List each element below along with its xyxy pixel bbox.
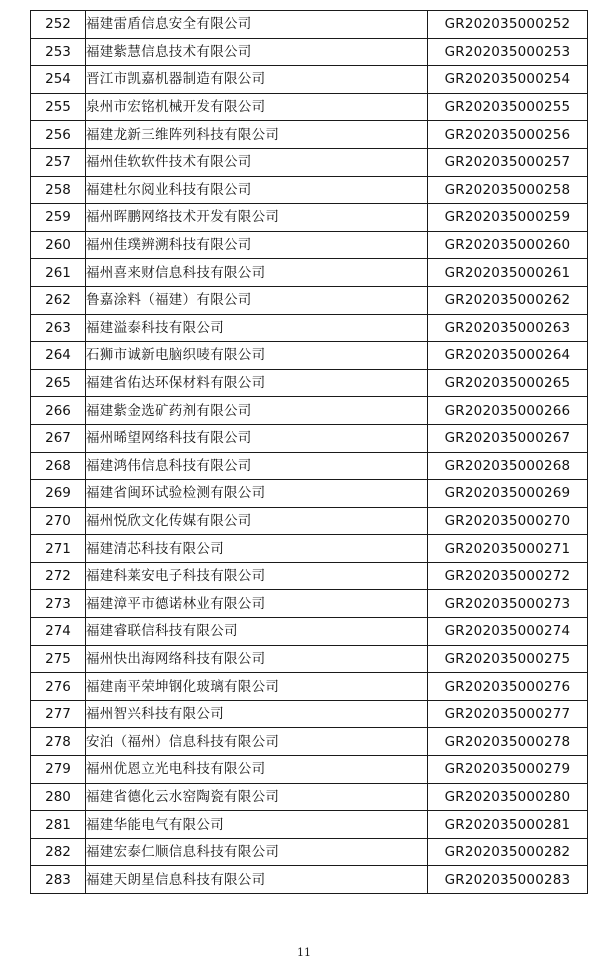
table-row [31, 11, 588, 39]
company-name-cell: 鲁嘉涂料（福建）有限公司 [86, 286, 428, 314]
company-name-cell: 福建科莱安电子科技有限公司 [86, 562, 428, 590]
certificate-number-cell: GR202035000277 [428, 700, 588, 728]
row-number-cell: 258 [31, 176, 86, 204]
row-number-cell: 259 [31, 204, 86, 232]
row-number-cell: 280 [31, 783, 86, 811]
company-name-cell: 福州佳璞辨溯科技有限公司 [86, 231, 428, 259]
certificate-number-cell: GR202035000260 [428, 231, 588, 259]
certificate-number-cell: GR202035000259 [428, 204, 588, 232]
certificate-number-cell: GR202035000270 [428, 507, 588, 535]
company-name-cell: 福建杜尔阅业科技有限公司 [86, 176, 428, 204]
company-name-cell: 福建紫金选矿药剂有限公司 [86, 397, 428, 425]
table-row [31, 700, 588, 728]
certificate-number-cell: GR202035000257 [428, 148, 588, 176]
table-row [31, 204, 588, 232]
certificate-number-cell: GR202035000280 [428, 783, 588, 811]
certificate-number-cell: GR202035000253 [428, 38, 588, 66]
table-row [31, 645, 588, 673]
document-page [30, 10, 587, 894]
certificate-number-cell: GR202035000273 [428, 590, 588, 618]
row-number-cell: 265 [31, 369, 86, 397]
company-name-cell: 福建鸿伟信息科技有限公司 [86, 452, 428, 480]
row-number-cell: 268 [31, 452, 86, 480]
table-row [31, 259, 588, 287]
company-name-cell: 福建天朗星信息科技有限公司 [86, 866, 428, 894]
company-name-cell: 安泊（福州）信息科技有限公司 [86, 728, 428, 756]
company-name-cell: 福州智兴科技有限公司 [86, 700, 428, 728]
row-number-cell: 276 [31, 673, 86, 701]
certificate-number-cell: GR202035000262 [428, 286, 588, 314]
company-name-cell: 福州晖鹏网络技术开发有限公司 [86, 204, 428, 232]
company-name-cell: 福建睿联信科技有限公司 [86, 618, 428, 646]
certificate-number-cell: GR202035000263 [428, 314, 588, 342]
certificate-number-cell: GR202035000268 [428, 452, 588, 480]
row-number-cell: 267 [31, 424, 86, 452]
company-name-cell: 晋江市凯嘉机器制造有限公司 [86, 66, 428, 94]
row-number-cell: 275 [31, 645, 86, 673]
row-number-cell: 256 [31, 121, 86, 149]
row-number-cell: 255 [31, 93, 86, 121]
registry-table-body [31, 11, 588, 894]
table-row [31, 728, 588, 756]
row-number-cell: 278 [31, 728, 86, 756]
certificate-number-cell: GR202035000274 [428, 618, 588, 646]
row-number-cell: 277 [31, 700, 86, 728]
certificate-number-cell: GR202035000283 [428, 866, 588, 894]
row-number-cell: 283 [31, 866, 86, 894]
table-row [31, 673, 588, 701]
table-row [31, 369, 588, 397]
row-number-cell: 257 [31, 148, 86, 176]
company-name-cell: 泉州市宏铭机械开发有限公司 [86, 93, 428, 121]
row-number-cell: 273 [31, 590, 86, 618]
table-row [31, 424, 588, 452]
certificate-number-cell: GR202035000279 [428, 756, 588, 784]
table-row [31, 452, 588, 480]
row-number-cell: 262 [31, 286, 86, 314]
company-name-cell: 福建紫慧信息技术有限公司 [86, 38, 428, 66]
company-name-cell: 福建省佑达环保材料有限公司 [86, 369, 428, 397]
table-row [31, 535, 588, 563]
row-number-cell: 270 [31, 507, 86, 535]
table-row [31, 590, 588, 618]
certificate-number-cell: GR202035000275 [428, 645, 588, 673]
table-row [31, 866, 588, 894]
company-name-cell: 福建华能电气有限公司 [86, 811, 428, 839]
certificate-number-cell: GR202035000256 [428, 121, 588, 149]
table-row [31, 480, 588, 508]
company-name-cell: 福建清芯科技有限公司 [86, 535, 428, 563]
company-name-cell: 福建雷盾信息安全有限公司 [86, 11, 428, 39]
certificate-number-cell: GR202035000267 [428, 424, 588, 452]
row-number-cell: 260 [31, 231, 86, 259]
certificate-number-cell: GR202035000255 [428, 93, 588, 121]
company-name-cell: 福州喜来财信息科技有限公司 [86, 259, 428, 287]
table-row [31, 838, 588, 866]
table-row [31, 314, 588, 342]
certificate-number-cell: GR202035000281 [428, 811, 588, 839]
certificate-number-cell: GR202035000272 [428, 562, 588, 590]
row-number-cell: 271 [31, 535, 86, 563]
row-number-cell: 279 [31, 756, 86, 784]
certificate-number-cell: GR202035000266 [428, 397, 588, 425]
table-row [31, 342, 588, 370]
table-row [31, 507, 588, 535]
company-name-cell: 福州悦欣文化传媒有限公司 [86, 507, 428, 535]
row-number-cell: 261 [31, 259, 86, 287]
certificate-number-cell: GR202035000261 [428, 259, 588, 287]
certificate-number-cell: GR202035000252 [428, 11, 588, 39]
table-row [31, 121, 588, 149]
table-row [31, 176, 588, 204]
row-number-cell: 281 [31, 811, 86, 839]
certificate-number-cell: GR202035000278 [428, 728, 588, 756]
table-row [31, 38, 588, 66]
certificate-number-cell: GR202035000271 [428, 535, 588, 563]
table-row [31, 286, 588, 314]
certificate-number-cell: GR202035000258 [428, 176, 588, 204]
row-number-cell: 263 [31, 314, 86, 342]
row-number-cell: 252 [31, 11, 86, 39]
company-name-cell: 福建宏泰仁顺信息科技有限公司 [86, 838, 428, 866]
company-name-cell: 福建南平荣坤钢化玻璃有限公司 [86, 673, 428, 701]
company-name-cell: 福建省德化云水窑陶瓷有限公司 [86, 783, 428, 811]
row-number-cell: 264 [31, 342, 86, 370]
company-name-cell: 福州快出海网络科技有限公司 [86, 645, 428, 673]
certificate-number-cell: GR202035000265 [428, 369, 588, 397]
company-name-cell: 福建省闽环试验检测有限公司 [86, 480, 428, 508]
company-name-cell: 福建龙新三维阵列科技有限公司 [86, 121, 428, 149]
row-number-cell: 274 [31, 618, 86, 646]
table-row [31, 562, 588, 590]
certificate-number-cell: GR202035000264 [428, 342, 588, 370]
row-number-cell: 269 [31, 480, 86, 508]
company-registry-table [30, 10, 588, 894]
table-row [31, 93, 588, 121]
company-name-cell: 石狮市诚新电脑织唛有限公司 [86, 342, 428, 370]
table-row [31, 148, 588, 176]
table-row [31, 231, 588, 259]
company-name-cell: 福州佳软软件技术有限公司 [86, 148, 428, 176]
certificate-number-cell: GR202035000282 [428, 838, 588, 866]
table-row [31, 811, 588, 839]
certificate-number-cell: GR202035000276 [428, 673, 588, 701]
row-number-cell: 282 [31, 838, 86, 866]
company-name-cell: 福建漳平市德诺林业有限公司 [86, 590, 428, 618]
company-name-cell: 福州优恩立光电科技有限公司 [86, 756, 428, 784]
company-name-cell: 福州晞望网络科技有限公司 [86, 424, 428, 452]
row-number-cell: 266 [31, 397, 86, 425]
page-number: 11 [297, 946, 311, 959]
table-row [31, 66, 588, 94]
certificate-number-cell: GR202035000269 [428, 480, 588, 508]
table-row [31, 397, 588, 425]
certificate-number-cell: GR202035000254 [428, 66, 588, 94]
row-number-cell: 254 [31, 66, 86, 94]
row-number-cell: 253 [31, 38, 86, 66]
table-row [31, 783, 588, 811]
table-row [31, 756, 588, 784]
row-number-cell: 272 [31, 562, 86, 590]
company-name-cell: 福建溢泰科技有限公司 [86, 314, 428, 342]
table-row [31, 618, 588, 646]
